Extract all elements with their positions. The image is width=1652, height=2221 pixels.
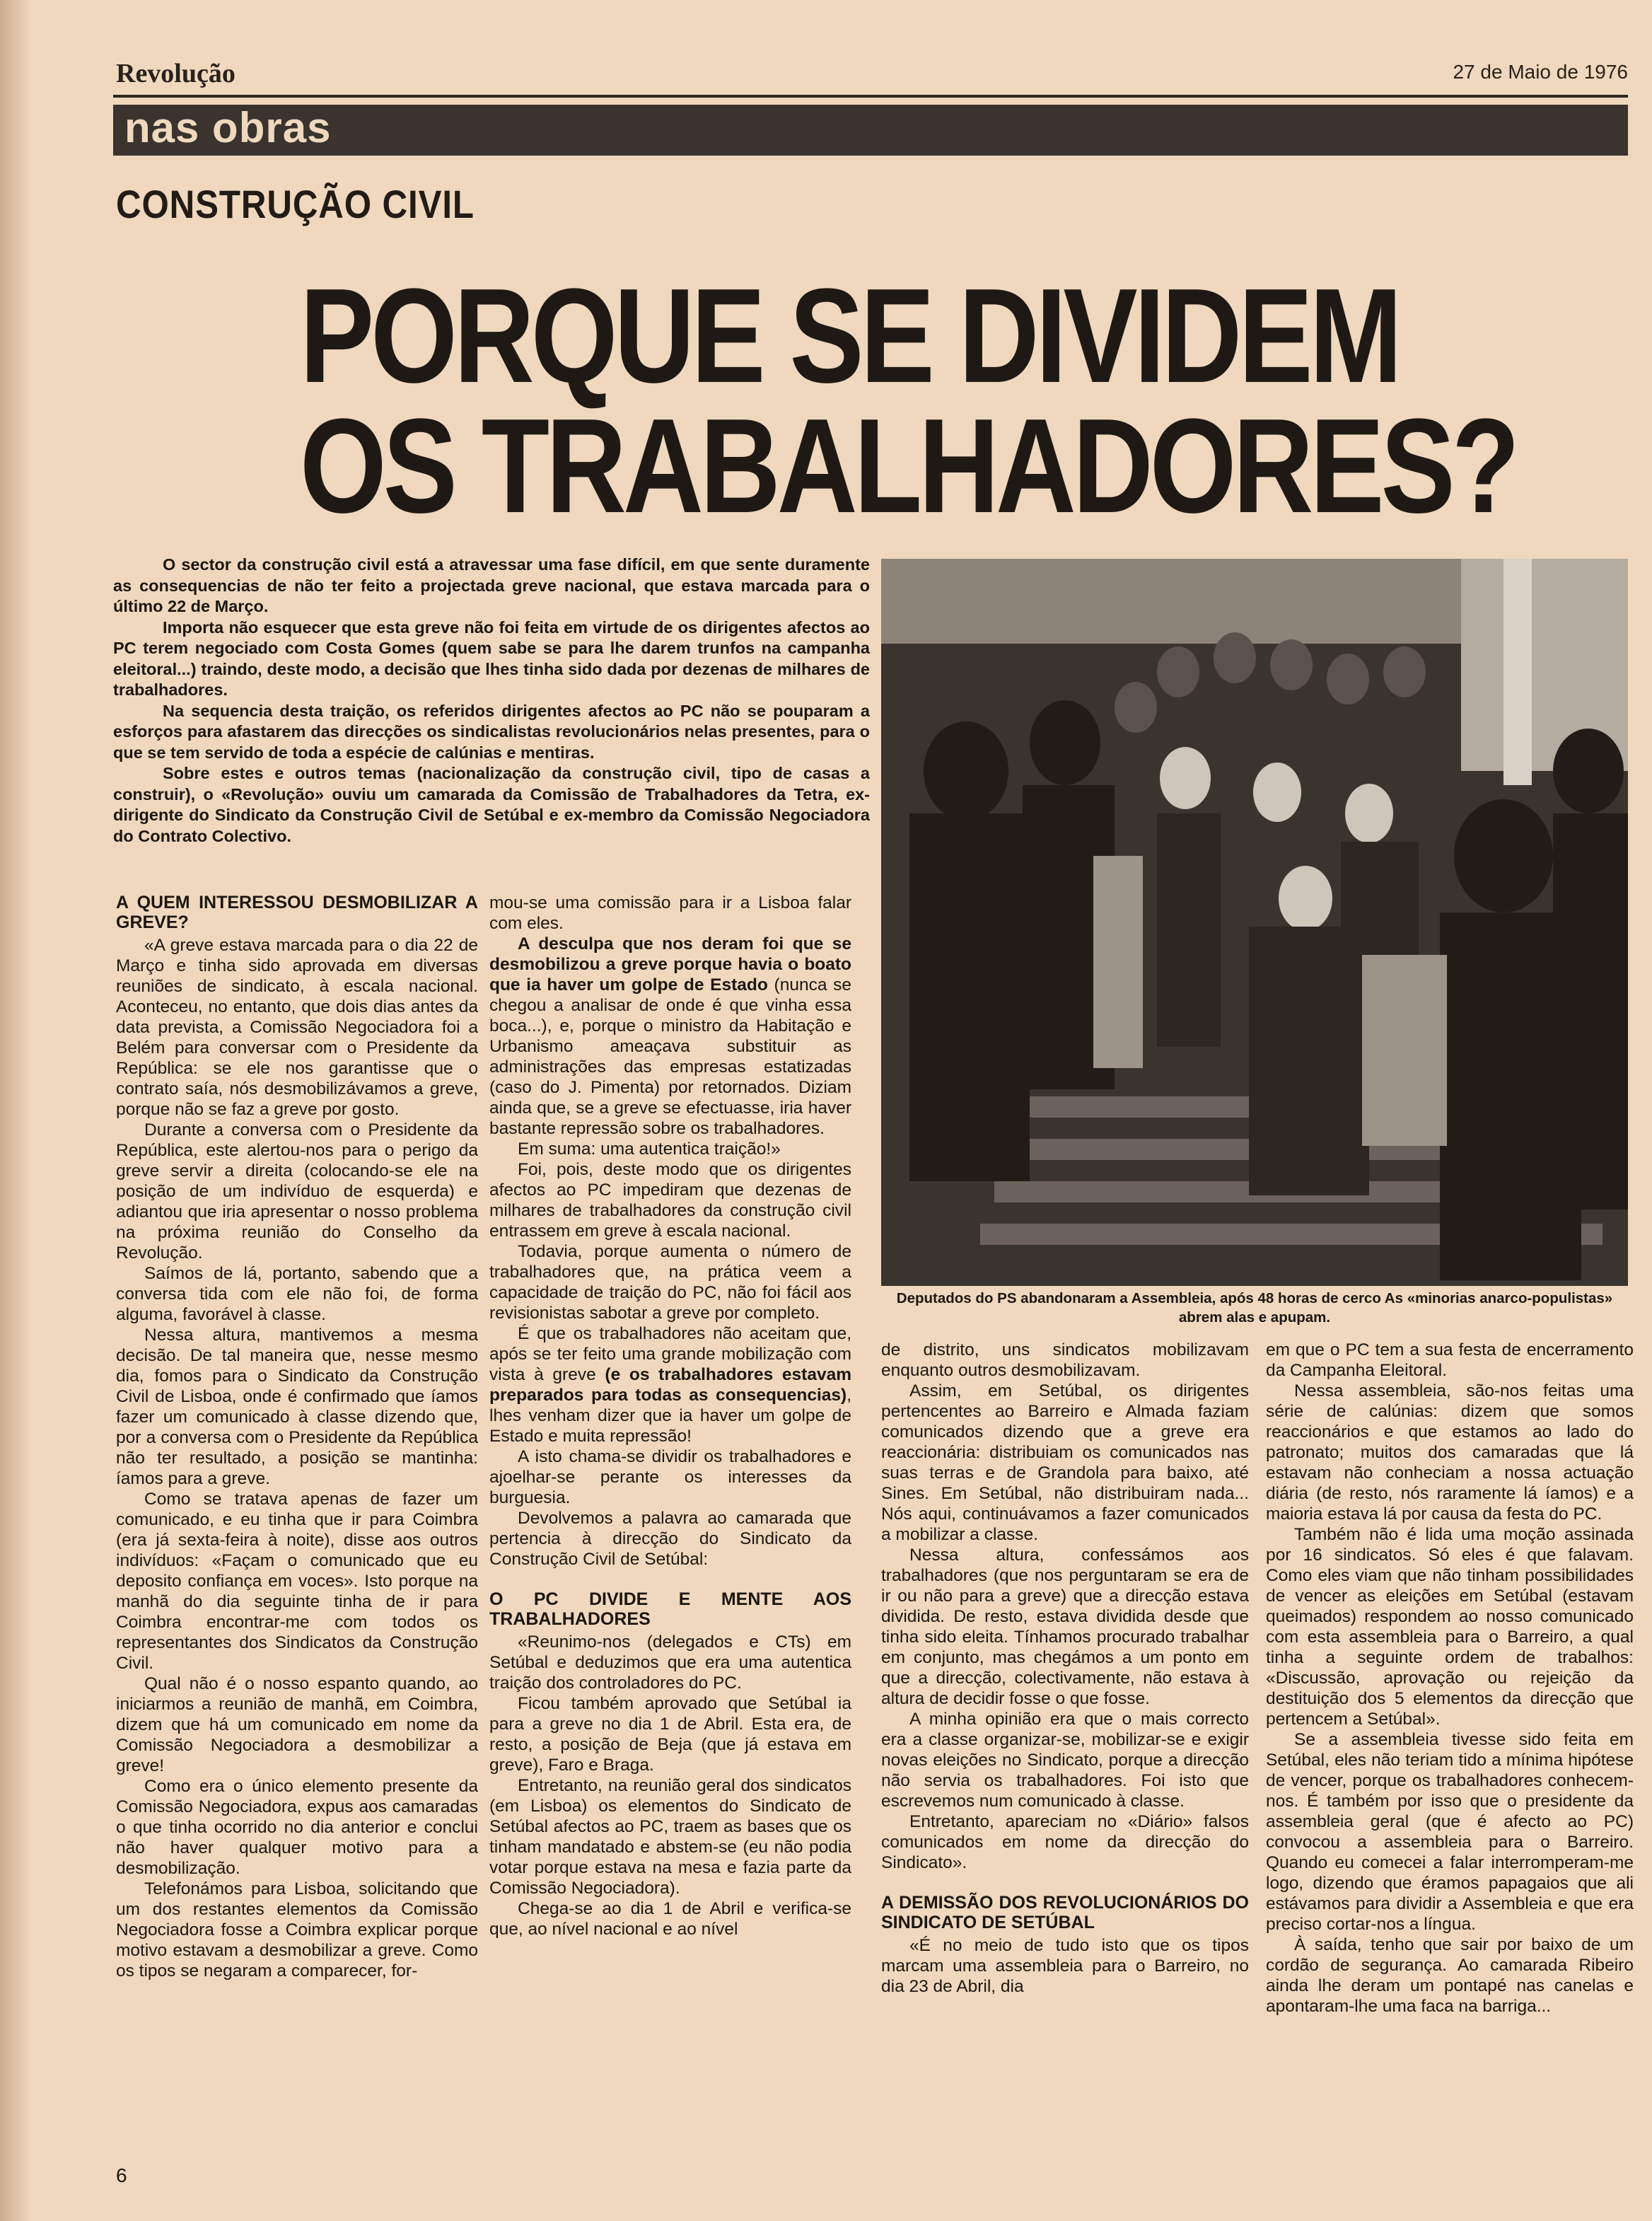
bold-text: (e os trabalhadores estavam preparados para todas as consequencias) bbox=[489, 1365, 851, 1405]
intro-paragraph: O sector da construção civil está a atravessar uma fase difícil, em que sente duramente as consequencias de não ter feito a projectada greve nacional, que estava marcada para o último 22 de Março. bbox=[113, 555, 870, 615]
section-bar bbox=[113, 105, 1628, 156]
article-column-3 bbox=[881, 1340, 1249, 1997]
body-paragraph: Saímos de lá, portanto, sabendo que a conversa tida com ele não foi, de forma alguma, favorável à classe. bbox=[116, 1264, 478, 1324]
body-paragraph: Entretanto, apareciam no «Diário» falsos comunicados em nome da direcção do Sindicato». bbox=[881, 1812, 1249, 1872]
intro-paragraph: Importa não esquecer que esta greve não foi feita em virtude de os dirigentes afectos ao PC terem negociado com Costa Gomes (quem sabe se para lhe darem trunfos na campanha eleitoral...) traindo, deste modo, a decisão que lhes tinha sido dada por dezenas de milhares de trabalhadores. bbox=[113, 617, 870, 699]
body-paragraph: Telefonámos para Lisboa, solicitando que um dos restantes elementos da Comissão Negociadora fosse a Coimbra explicar porque motivo estavam a desmobilizar a greve. Como os tipos se negaram a comparecer, for- bbox=[116, 1879, 478, 1981]
headline-line-1: PORQUE SE DIVIDEM bbox=[300, 261, 1399, 411]
body-paragraph: Devolvemos a palavra ao camarada que pertencia à direcção do Sindicato da Construção Civil de Setúbal: bbox=[489, 1509, 851, 1569]
body-paragraph: Se a assembleia tivesse sido feita em Setúbal, eles não teriam tido a mínima hipótese de vencer, porque os trabalhadores conhecem-nos. É também por isso que o presidente da assembleia geral (que é afecto ao PC) convocou a assembleia para o Barreiro. Quando eu comecei a falar interromperam-me logo, dizendo que éramos papagaios que ali estávamos para dividir a Assembleia e que era preciso cortar-nos a língua. bbox=[1266, 1730, 1634, 1934]
article-column-2 bbox=[489, 893, 851, 1939]
body-text: É que os trabalhadores não aceitam que, após se ter feito uma grande mobilização com vista à greve bbox=[489, 1324, 851, 1384]
body-paragraph: Também não é lida uma moção assinada por 16 sindicatos. Só eles é que falavam. Como eles viam que não tinham possibilidades de vencer as eleições em Setúbal (estavam queimados) respondem ao nosso comunicado com esta assembleia para o Barreiro, a qual tinha a seguinte ordem de trabalhos: «Discussão, aprovação ou rejeição da destituição dos 5 elementos da direcção que pertencem a Setúbal». bbox=[1266, 1525, 1634, 1729]
body-paragraph: Entretanto, na reunião geral dos sindicatos (em Lisboa) os elementos do Sindicato de Setúbal afectos ao PC, traem as bases que os tinham mandatado e abstem-se (eu não podia votar porque estava na mesa e fazia parte da Comissão Negociadora). bbox=[489, 1776, 851, 1898]
intro-lead bbox=[113, 555, 870, 847]
body-paragraph: mou-se uma comissão para ir a Lisboa falar com eles. bbox=[489, 893, 851, 933]
body-paragraph: Durante a conversa com o Presidente da República, este alertou-nos para o perigo da greve servir a direita (colocando-se ele na posição de um indivíduo de esquerda) e adiantou que iria apresentar o nosso problema na próxima reunião do Conselho da Revolução. bbox=[116, 1120, 478, 1263]
photo-caption: Deputados do PS abandonaram a Assembleia, após 48 horas de cerco As «minorias anarco-populistas» abrem alas e apupam. bbox=[896, 1290, 1613, 1326]
intro-paragraph: Na sequencia desta traição, os referidos dirigentes afectos ao PC não se pouparam a esforços para afastarem das direcções os sindicalistas revolucionários nelas presentes, para o que se tem servido de toda a espécie de calúnias e mentiras. bbox=[113, 701, 870, 762]
body-paragraph: Ficou também aprovado que Setúbal ia para a greve no dia 1 de Abril. Esta era, de resto, a posição de Beja (que já estava em greve), Faro e Braga. bbox=[489, 1694, 851, 1775]
headline-line-2: OS TRABALHADORES? bbox=[300, 391, 1517, 541]
body-paragraph: Nessa altura, mantivemos a mesma decisão. De tal maneira que, nesse mesmo dia, fomos para o Sindicato da Construção Civil de Lisboa, onde é confirmado que íamos fazer um comunicado à classe dizendo que, por a conversa com o Presidente da República não ter resultado, a posição se mantinha: íamos para a greve. bbox=[116, 1326, 478, 1488]
body-paragraph: Assim, em Setúbal, os dirigentes pertencentes ao Barreiro e Almada faziam comunicados dizendo que a greve era reaccionária: distribuiam os comunicados nas suas terras e de Grandola para baixo, até Sines. Em Setúbal, não distribuiram nada... Nós aqui, continuávamos a fazer comunicados a mobilizar a classe. bbox=[881, 1381, 1249, 1544]
body-paragraph: À saída, tenho que sair por baixo de um cordão de segurança. Ao camarada Ribeiro ainda lhe deram um pontapé nas canelas e apontaram-lhe uma faca na barriga... bbox=[1266, 1935, 1634, 2016]
body-paragraph: Todavia, porque aumenta o número de trabalhadores que, na prática veem a capacidade de traição do PC, não foi fácil aos revisionistas sabotar a greve por completo. bbox=[489, 1242, 851, 1323]
body-paragraph: Como se tratava apenas de fazer um comunicado, e eu tinha que ir para Coimbra (era já sexta-feira à noite), disse aos outros indivíduos: «Façam o comunicado que eu deposito confiança em voces». Isto porque na manhã do dia seguinte tinha de ir para Coimbra encontrar-me com todos os representantes dos Sindicatos da Construção Civil. bbox=[116, 1490, 478, 1673]
body-paragraph: Nessa assembleia, são-nos feitas uma série de calúnias: dizem que somos reaccionários e que estamos ao lado do patronato; muitos dos camaradas que lá estavam não conheciam a nossa actuação diária (de resto, nós raramente lá íamos) e a maioria estava lá por causa da festa do PC. bbox=[1266, 1381, 1634, 1524]
body-paragraph: «Reunimo-nos (delegados e CTs) em Setúbal e deduzimos que era uma autentica traição dos controladores do PC. bbox=[489, 1633, 851, 1693]
page-fold-shadow bbox=[0, 0, 31, 2221]
body-paragraph: Qual não é o nosso espanto quando, ao iniciarmos a reunião de manhã, em Coimbra, dizem que há um comunicado em nome da Comissão Negociadora a desmobilizar a greve! bbox=[116, 1674, 478, 1775]
body-paragraph: em que o PC tem a sua festa de encerramento da Campanha Eleitoral. bbox=[1266, 1340, 1634, 1380]
news-photo bbox=[881, 559, 1628, 1286]
masthead-rule bbox=[113, 95, 1628, 98]
bold-text: A desculpa que nos deram foi que se desmobilizou a greve porque havia o boato que ia haver um golpe de Estado bbox=[489, 934, 851, 994]
page-number: 6 bbox=[116, 2164, 127, 2186]
body-paragraph: A isto chama-se dividir os trabalhadores e ajoelhar-se perante os interesses da burguesia. bbox=[489, 1447, 851, 1507]
body-paragraph: Foi, pois, deste modo que os dirigentes afectos ao PC impediram que dezenas de milhares de trabalhadores da construção civil entrassem em greve à escala nacional. bbox=[489, 1160, 851, 1241]
kicker: CONSTRUÇÃO CIVIL bbox=[116, 182, 475, 226]
body-paragraph: Em suma: uma autentica traição!» bbox=[518, 1140, 781, 1159]
body-paragraph: Chega-se ao dia 1 de Abril e verifica-se que, ao nível nacional e ao nível bbox=[489, 1899, 851, 1939]
body-paragraph: Nessa altura, confessámos aos trabalhadores (que nos perguntaram se era de ir ou não para a greve) que a direcção estava dividida. De resto, estava dividida desde que tinha sido eleita. Tínhamos procurado trabalhar em conjunto, mas chegámos a um ponto em que a direcção, colectivamente, não estava à altura de decidir fosse o que fosse. bbox=[881, 1546, 1249, 1708]
masthead-name: Revolução bbox=[116, 59, 235, 88]
masthead-date: 27 de Maio de 1976 bbox=[1453, 61, 1628, 83]
body-text: , lhes venham dizer que ia haver um golpe de Estado e muita repressão! bbox=[489, 1386, 851, 1446]
body-paragraph: Como era o único elemento presente da Comissão Negociadora, expus aos camaradas o que tinha ocorrido no dia anterior e conclui não haver qualquer motivo para a desmobilização. bbox=[116, 1777, 478, 1878]
body-paragraph: de distrito, uns sindicatos mobilizavam enquanto outros desmobilizavam. bbox=[881, 1340, 1249, 1380]
article-column-4 bbox=[1266, 1340, 1634, 2017]
subheading: O PC DIVIDE E MENTE AOS TRABALHADORES bbox=[489, 1589, 851, 1629]
subheading: A QUEM INTERESSOU DESMOBILIZAR A GREVE? bbox=[116, 893, 478, 932]
body-text: (nunca se chegou a analisar de onde é que vinha essa boca...), e, porque o ministro da Habitação e Urbanismo ameaçava substituir as administrações das empresas estatizadas (caso do J. Pimenta) por retornados. Diziam ainda que, se a greve se efectuasse, iria haver bastante repressão sobre os trabalhadores. bbox=[489, 975, 852, 1138]
body-paragraph: «A greve estava marcada para o dia 22 de Março e tinha sido aprovada em diversas reuniões de sindicato, à escala nacional. Aconteceu, no entanto, que dois dias antes da data prevista, a Comissão Negociadora foi a Belém para conversar com o Presidente da República: se ele nos garantisse que o contrato saía, nós desmobilizávamos a greve, porque não se faz a greve por gosto. bbox=[116, 936, 478, 1119]
intro-paragraph: Sobre estes e outros temas (nacionalização da construção civil, tipo de casas a construir), o «Revolução» ouviu um camarada da Comissão de Trabalhadores da Tetra, ex-dirigente do Sindicato da Construção Civil de Setúbal e ex-membro da Comissão Negociadora do Contrato Colectivo. bbox=[113, 764, 870, 845]
section-label: nas obras bbox=[124, 104, 332, 151]
body-paragraph bbox=[489, 934, 851, 1139]
article-column-1 bbox=[116, 893, 478, 1981]
body-paragraph bbox=[489, 1323, 851, 1446]
body-paragraph: A minha opinião era que o mais correcto era a classe organizar-se, mobilizar-se e exigir novas eleições no Sindicato, porque a direcção não servia os trabalhadores. Foi isto que escrevemos num comunicado à classe. bbox=[881, 1710, 1249, 1811]
body-paragraph: «É no meio de tudo isto que os tipos marcam uma assembleia para o Barreiro, no dia 23 de Abril, dia bbox=[881, 1936, 1249, 1996]
subheading: A DEMISSÃO DOS REVOLUCIONÁRIOS DO SINDICATO DE SETÚBAL bbox=[881, 1893, 1249, 1932]
crowd-photo-illustration bbox=[881, 559, 1628, 1286]
